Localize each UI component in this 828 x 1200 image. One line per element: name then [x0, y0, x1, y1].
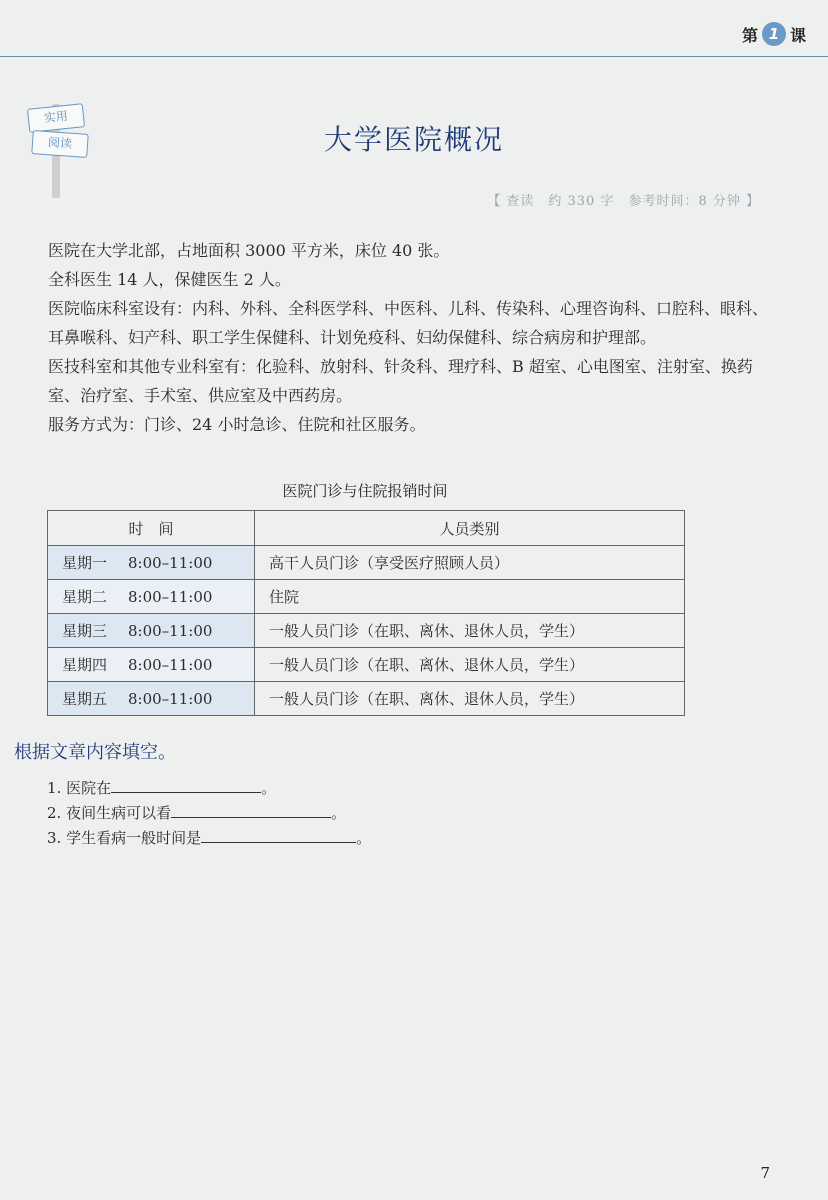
table-row [48, 614, 685, 648]
answer-blank[interactable] [201, 826, 356, 843]
column-header-time: 时 间 [48, 511, 255, 546]
schedule-table [47, 510, 685, 716]
paragraph: 医院在大学北部，占地面积 3000 平方米，床位 40 张。 [48, 241, 450, 260]
question-2 [47, 801, 371, 826]
day-label: 星期三 [62, 622, 108, 640]
paragraph: 服务方式为：门诊、24 小时急诊、住院和社区服务。 [48, 415, 426, 434]
question-text: 3. 学生看病一般时间是 [47, 829, 202, 847]
time-cell [48, 546, 255, 580]
question-text: 1. 医院在 [47, 779, 112, 797]
page-number: 7 [760, 1164, 770, 1182]
column-header-category: 人员类别 [255, 511, 685, 546]
table-row [48, 580, 685, 614]
question-end: 。 [261, 779, 277, 797]
category-cell: 一般人员门诊（在职、离休、退休人员，学生） [255, 682, 685, 716]
table-header-row [48, 511, 685, 546]
table-title: 医院门诊与住院报销时间 [282, 482, 448, 500]
category-cell: 一般人员门诊（在职、离休、退休人员，学生） [255, 614, 685, 648]
exercise-instruction: 根据文章内容填空。 [14, 742, 176, 763]
table-row [48, 648, 685, 682]
table-row [48, 546, 685, 580]
lesson-label [742, 22, 806, 46]
time-range: 8:00–11:00 [128, 690, 213, 708]
paragraph: 医技科室和其他专业科室有：化验科、放射科、针灸科、理疗科、B 超室、心电图室、注射室、换药室、治疗室、手术室、供应室及中西药房。 [48, 357, 753, 405]
time-range: 8:00–11:00 [128, 554, 213, 572]
question-end: 。 [356, 829, 372, 847]
time-cell [48, 682, 255, 716]
answer-blank[interactable] [111, 776, 261, 793]
time-range: 8:00–11:00 [128, 622, 213, 640]
lesson-number-badge: 1 [762, 22, 786, 46]
question-end: 。 [331, 804, 347, 822]
day-label: 星期二 [62, 588, 108, 606]
paragraph: 医院临床科室设有：内科、外科、全科医学科、中医科、儿科、传染科、心理咨询科、口腔科、眼科、耳鼻喉科、妇产科、职工学生保健科、计划免疫科、妇幼保健科、综合病房和护理部。 [48, 299, 769, 347]
question-1 [47, 776, 371, 801]
badge-line-1: 实用 [27, 103, 85, 133]
paragraph: 全科医生 14 人，保健医生 2 人。 [48, 270, 291, 289]
time-range: 8:00–11:00 [128, 656, 213, 674]
lesson-suffix: 课 [789, 25, 806, 45]
time-cell [48, 580, 255, 614]
category-cell: 一般人员门诊（在职、离休、退休人员，学生） [255, 648, 685, 682]
fill-in-questions [47, 776, 371, 851]
article-body [48, 236, 768, 439]
day-label: 星期五 [62, 690, 108, 708]
question-3 [47, 826, 371, 851]
table-row [48, 682, 685, 716]
article-title: 大学医院概况 [323, 123, 504, 156]
category-cell: 住院 [255, 580, 685, 614]
reading-meta: 【 查读 约 330 字 参考时间：8 分钟 】 [487, 194, 760, 209]
lesson-prefix: 第 [741, 25, 758, 45]
answer-blank[interactable] [171, 801, 331, 818]
time-range: 8:00–11:00 [128, 588, 213, 606]
time-cell [48, 648, 255, 682]
day-label: 星期四 [62, 656, 108, 674]
time-cell [48, 614, 255, 648]
header-divider [0, 56, 828, 57]
day-label: 星期一 [62, 554, 108, 572]
category-cell: 高干人员门诊（享受医疗照顾人员） [255, 546, 685, 580]
badge-line-2: 阅读 [31, 130, 89, 158]
question-text: 2. 夜间生病可以看 [47, 804, 172, 822]
